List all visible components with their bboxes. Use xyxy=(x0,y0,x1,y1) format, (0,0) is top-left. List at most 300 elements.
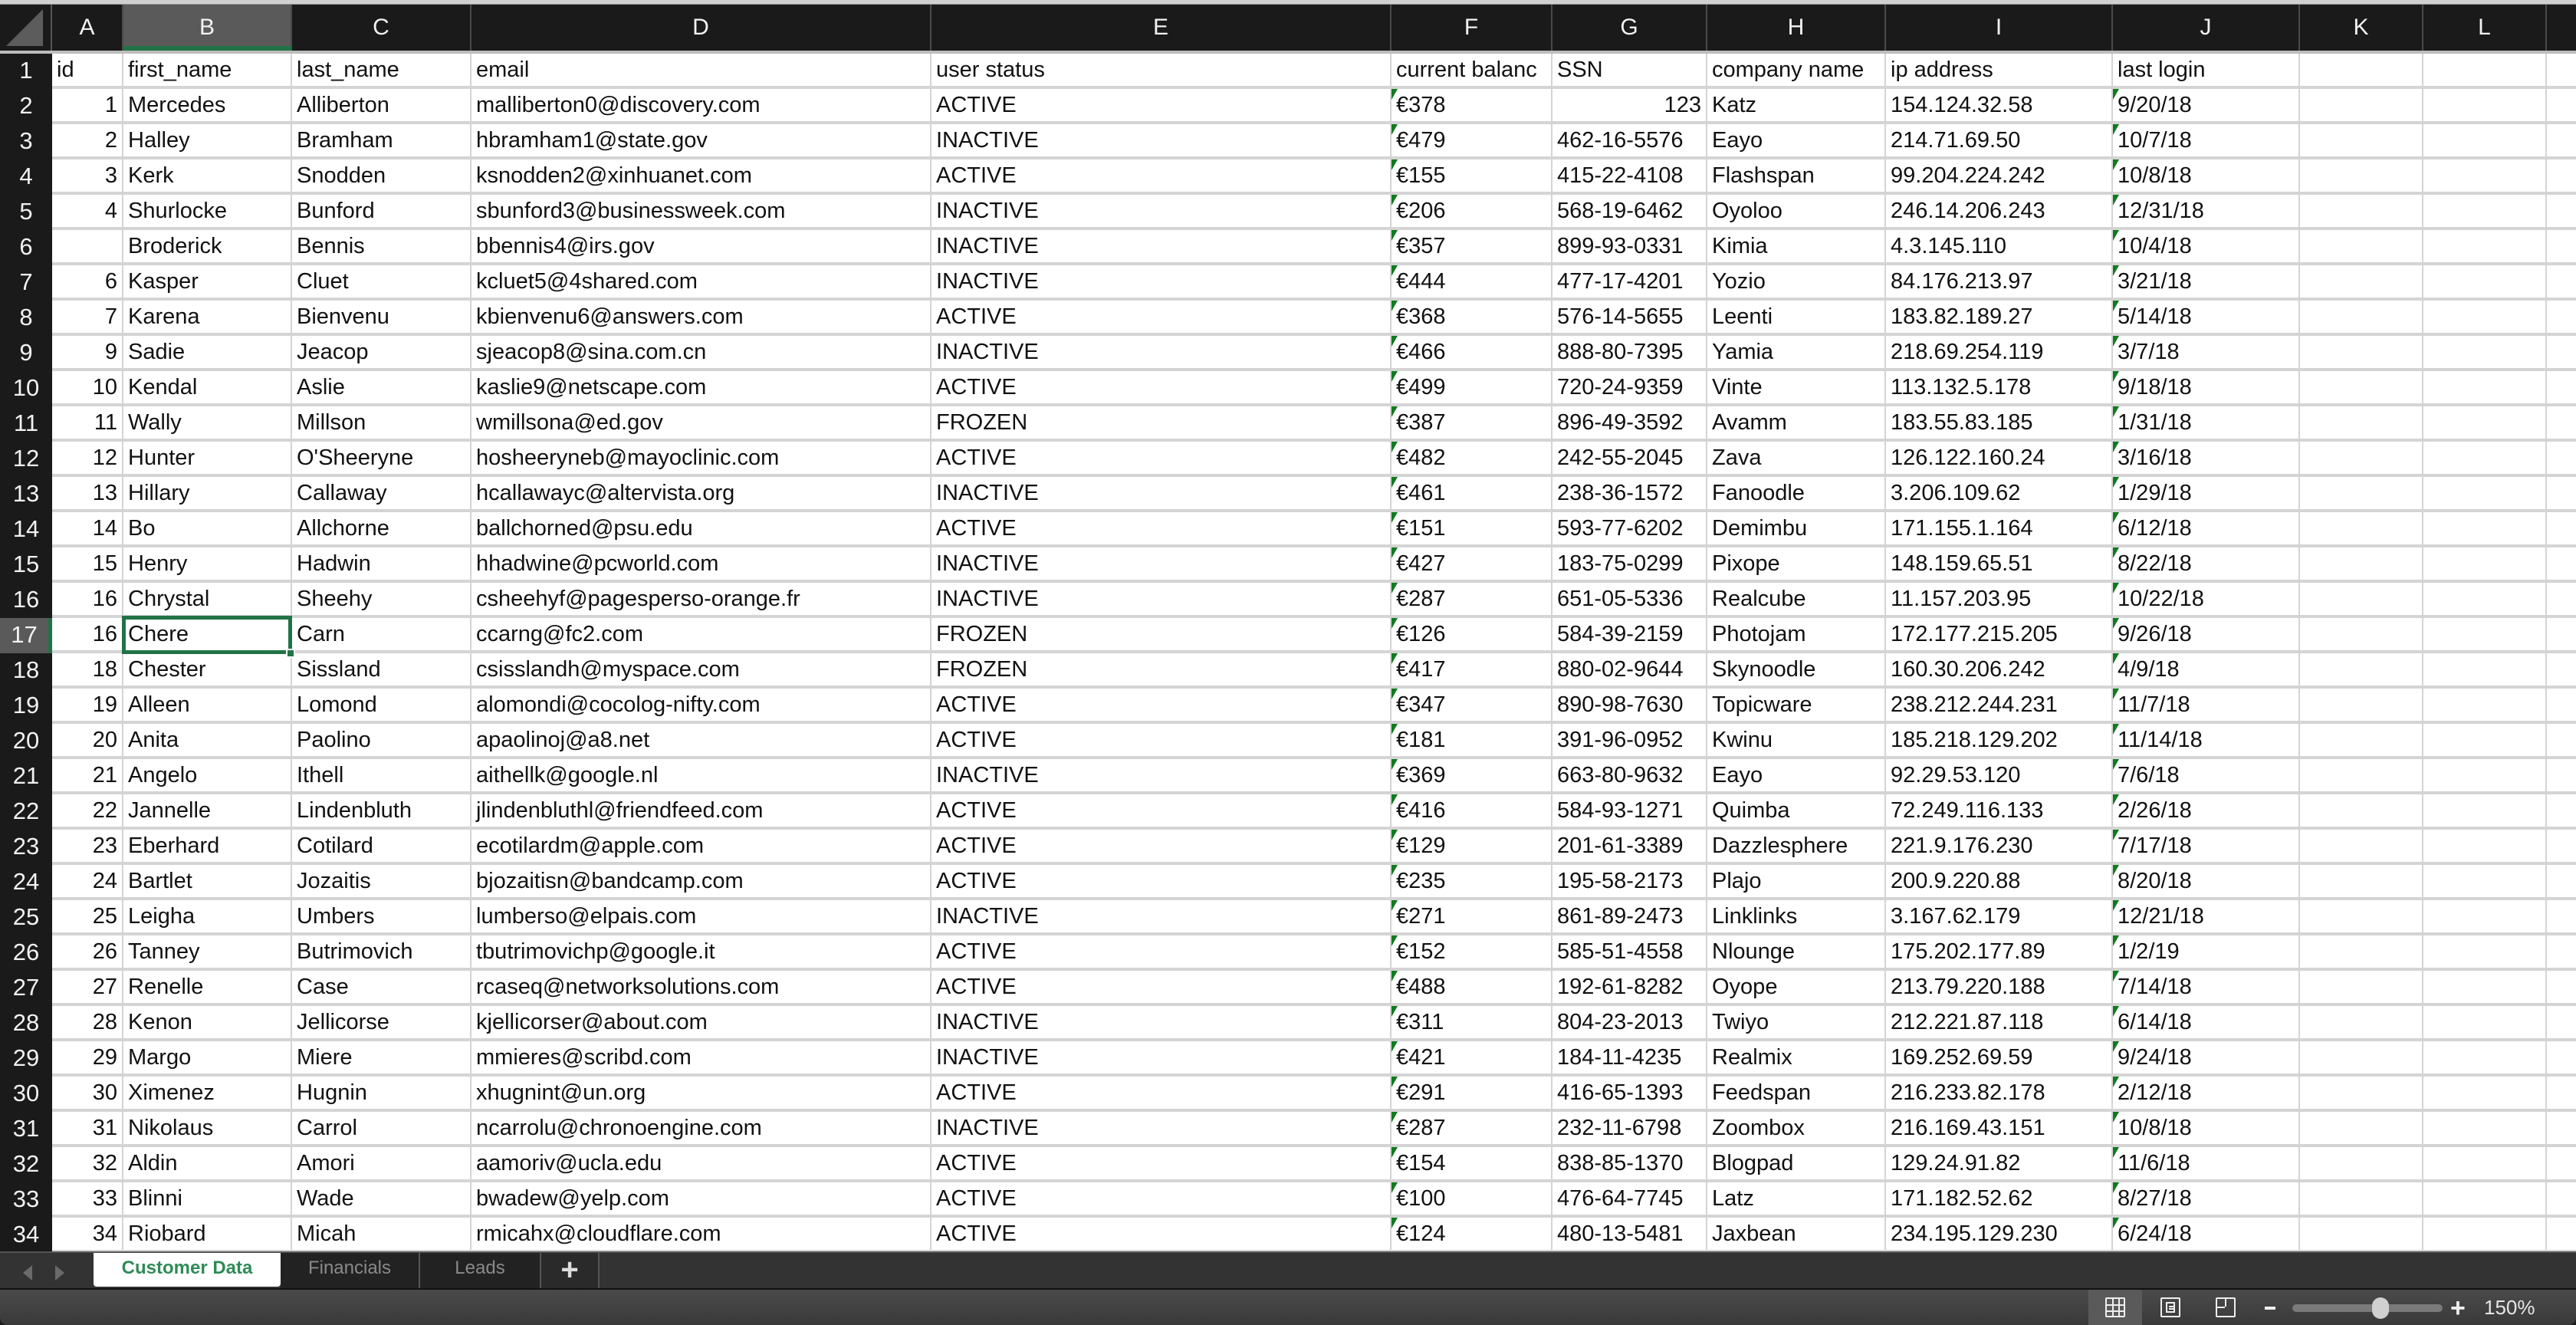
cell-h7[interactable]: Yozio xyxy=(1707,265,1886,298)
cell-g25[interactable]: 861-89-2473 xyxy=(1552,900,1707,932)
cell-g16[interactable]: 651-05-5336 xyxy=(1552,583,1707,615)
cell-b23[interactable]: Eberhard xyxy=(123,830,292,862)
cell-g26[interactable]: 585-51-4558 xyxy=(1552,935,1707,968)
cell-b30[interactable]: Ximenez xyxy=(123,1077,292,1109)
cell-j14[interactable]: 6/12/18 xyxy=(2113,512,2300,544)
row-header-12[interactable]: 12 xyxy=(0,442,52,477)
cell-c19[interactable]: Lomond xyxy=(292,689,472,721)
cell-d34[interactable]: rmicahx@cloudflare.com xyxy=(472,1218,932,1250)
cell-j25[interactable]: 12/21/18 xyxy=(2113,900,2300,932)
row-header-2[interactable]: 2 xyxy=(0,89,52,124)
cell-l15[interactable] xyxy=(2423,547,2547,580)
cell-e25[interactable]: INACTIVE xyxy=(932,900,1392,932)
cell-l7[interactable] xyxy=(2423,265,2547,298)
cell-a18[interactable]: 18 xyxy=(52,653,123,686)
cell-g5[interactable]: 568-19-6462 xyxy=(1552,195,1707,227)
cell-a15[interactable]: 15 xyxy=(52,547,123,580)
cell-k11[interactable] xyxy=(2300,406,2423,439)
cell-k20[interactable] xyxy=(2300,724,2423,756)
cell-c24[interactable]: Jozaitis xyxy=(292,865,472,897)
cell-d14[interactable]: ballchorned@psu.edu xyxy=(472,512,932,544)
cell-i24[interactable]: 200.9.220.88 xyxy=(1886,865,2113,897)
cell-g32[interactable]: 838-85-1370 xyxy=(1552,1147,1707,1179)
cell-e30[interactable]: ACTIVE xyxy=(932,1077,1392,1109)
cell-a7[interactable]: 6 xyxy=(52,265,123,298)
cell-e24[interactable]: ACTIVE xyxy=(932,865,1392,897)
cell-h16[interactable]: Realcube xyxy=(1707,583,1886,615)
cell-e2[interactable]: ACTIVE xyxy=(932,89,1392,121)
cell-i19[interactable]: 238.212.244.231 xyxy=(1886,689,2113,721)
cell-a30[interactable]: 30 xyxy=(52,1077,123,1109)
row-header-10[interactable]: 10 xyxy=(0,371,52,406)
cell-f28[interactable]: €311 xyxy=(1392,1006,1552,1038)
cell-g17[interactable]: 584-39-2159 xyxy=(1552,618,1707,650)
cell-e1[interactable]: user status xyxy=(932,54,1392,86)
cell-l10[interactable] xyxy=(2423,371,2547,403)
cell-i20[interactable]: 185.218.129.202 xyxy=(1886,724,2113,756)
cell-f8[interactable]: €368 xyxy=(1392,301,1552,333)
cell-j7[interactable]: 3/21/18 xyxy=(2113,265,2300,298)
cell-g3[interactable]: 462-16-5576 xyxy=(1552,124,1707,156)
cell-i4[interactable]: 99.204.224.242 xyxy=(1886,159,2113,192)
cell-c22[interactable]: Lindenbluth xyxy=(292,794,472,827)
cell-i15[interactable]: 148.159.65.51 xyxy=(1886,547,2113,580)
cell-i23[interactable]: 221.9.176.230 xyxy=(1886,830,2113,862)
cell-a31[interactable]: 31 xyxy=(52,1112,123,1144)
cell-l28[interactable] xyxy=(2423,1006,2547,1038)
cell-h4[interactable]: Flashspan xyxy=(1707,159,1886,192)
cell-g30[interactable]: 416-65-1393 xyxy=(1552,1077,1707,1109)
cell-f29[interactable]: €421 xyxy=(1392,1041,1552,1073)
row-header-8[interactable]: 8 xyxy=(0,301,52,336)
cell-b5[interactable]: Shurlocke xyxy=(123,195,292,227)
cell-j19[interactable]: 11/7/18 xyxy=(2113,689,2300,721)
sheet-tab-customer-data[interactable]: Customer Data xyxy=(94,1253,281,1287)
cell-k18[interactable] xyxy=(2300,653,2423,686)
cell-c29[interactable]: Miere xyxy=(292,1041,472,1073)
cell-e34[interactable]: ACTIVE xyxy=(932,1218,1392,1250)
row-header-28[interactable]: 28 xyxy=(0,1006,52,1041)
row-header-13[interactable]: 13 xyxy=(0,477,52,512)
cell-h21[interactable]: Eayo xyxy=(1707,759,1886,791)
cell-i8[interactable]: 183.82.189.27 xyxy=(1886,301,2113,333)
column-header-m[interactable] xyxy=(2547,5,2576,51)
cell-a4[interactable]: 3 xyxy=(52,159,123,192)
cell-j13[interactable]: 1/29/18 xyxy=(2113,477,2300,509)
cell-l34[interactable] xyxy=(2423,1218,2547,1250)
cell-i7[interactable]: 84.176.213.97 xyxy=(1886,265,2113,298)
scroll-tabs-right-icon[interactable] xyxy=(55,1265,64,1281)
cell-h17[interactable]: Photojam xyxy=(1707,618,1886,650)
cell-k6[interactable] xyxy=(2300,230,2423,262)
cell-h15[interactable]: Pixope xyxy=(1707,547,1886,580)
cell-e15[interactable]: INACTIVE xyxy=(932,547,1392,580)
zoom-slider-thumb[interactable] xyxy=(2372,1297,2389,1319)
cell-i14[interactable]: 171.155.1.164 xyxy=(1886,512,2113,544)
cell-h1[interactable]: company name xyxy=(1707,54,1886,86)
cell-g24[interactable]: 195-58-2173 xyxy=(1552,865,1707,897)
cell-i31[interactable]: 216.169.43.151 xyxy=(1886,1112,2113,1144)
cell-f30[interactable]: €291 xyxy=(1392,1077,1552,1109)
cell-b22[interactable]: Jannelle xyxy=(123,794,292,827)
column-header-c[interactable]: C xyxy=(292,5,472,51)
cell-b25[interactable]: Leigha xyxy=(123,900,292,932)
cell-a19[interactable]: 19 xyxy=(52,689,123,721)
cell-k22[interactable] xyxy=(2300,794,2423,827)
cell-j3[interactable]: 10/7/18 xyxy=(2113,124,2300,156)
cell-a33[interactable]: 33 xyxy=(52,1182,123,1215)
cell-l14[interactable] xyxy=(2423,512,2547,544)
cell-l5[interactable] xyxy=(2423,195,2547,227)
cell-b9[interactable]: Sadie xyxy=(123,336,292,368)
cell-k13[interactable] xyxy=(2300,477,2423,509)
cell-i28[interactable]: 212.221.87.118 xyxy=(1886,1006,2113,1038)
cell-k24[interactable] xyxy=(2300,865,2423,897)
cell-k7[interactable] xyxy=(2300,265,2423,298)
cell-j21[interactable]: 7/6/18 xyxy=(2113,759,2300,791)
cell-a5[interactable]: 4 xyxy=(52,195,123,227)
cell-d4[interactable]: ksnodden2@xinhuanet.com xyxy=(472,159,932,192)
cell-j17[interactable]: 9/26/18 xyxy=(2113,618,2300,650)
cell-d13[interactable]: hcallawayc@altervista.org xyxy=(472,477,932,509)
cell-k19[interactable] xyxy=(2300,689,2423,721)
cell-e29[interactable]: INACTIVE xyxy=(932,1041,1392,1073)
row-header-5[interactable]: 5 xyxy=(0,195,52,230)
column-header-k[interactable]: K xyxy=(2300,5,2423,51)
cell-b4[interactable]: Kerk xyxy=(123,159,292,192)
cell-d12[interactable]: hosheeryneb@mayoclinic.com xyxy=(472,442,932,474)
cell-h8[interactable]: Leenti xyxy=(1707,301,1886,333)
cell-b16[interactable]: Chrystal xyxy=(123,583,292,615)
cell-d11[interactable]: wmillsona@ed.gov xyxy=(472,406,932,439)
cell-f20[interactable]: €181 xyxy=(1392,724,1552,756)
cell-g34[interactable]: 480-13-5481 xyxy=(1552,1218,1707,1250)
cell-f21[interactable]: €369 xyxy=(1392,759,1552,791)
cell-k34[interactable] xyxy=(2300,1218,2423,1250)
cell-k23[interactable] xyxy=(2300,830,2423,862)
cell-k28[interactable] xyxy=(2300,1006,2423,1038)
cell-h32[interactable]: Blogpad xyxy=(1707,1147,1886,1179)
column-header-b[interactable]: B xyxy=(123,5,292,51)
cell-j9[interactable]: 3/7/18 xyxy=(2113,336,2300,368)
row-header-14[interactable]: 14 xyxy=(0,512,52,547)
cell-h25[interactable]: Linklinks xyxy=(1707,900,1886,932)
cell-f11[interactable]: €387 xyxy=(1392,406,1552,439)
cell-a1[interactable]: id xyxy=(52,54,123,86)
cell-h9[interactable]: Yamia xyxy=(1707,336,1886,368)
cell-h2[interactable]: Katz xyxy=(1707,89,1886,121)
row-header-33[interactable]: 33 xyxy=(0,1182,52,1218)
cell-k29[interactable] xyxy=(2300,1041,2423,1073)
cell-c6[interactable]: Bennis xyxy=(292,230,472,262)
cell-a29[interactable]: 29 xyxy=(52,1041,123,1073)
cell-e33[interactable]: ACTIVE xyxy=(932,1182,1392,1215)
cell-f14[interactable]: €151 xyxy=(1392,512,1552,544)
row-header-7[interactable]: 7 xyxy=(0,265,52,301)
cell-b29[interactable]: Margo xyxy=(123,1041,292,1073)
cell-a2[interactable]: 1 xyxy=(52,89,123,121)
row-header-32[interactable]: 32 xyxy=(0,1147,52,1182)
cell-c14[interactable]: Allchorne xyxy=(292,512,472,544)
cell-c31[interactable]: Carrol xyxy=(292,1112,472,1144)
cell-b21[interactable]: Angelo xyxy=(123,759,292,791)
cell-k15[interactable] xyxy=(2300,547,2423,580)
cell-i13[interactable]: 3.206.109.62 xyxy=(1886,477,2113,509)
cell-e32[interactable]: ACTIVE xyxy=(932,1147,1392,1179)
cell-j11[interactable]: 1/31/18 xyxy=(2113,406,2300,439)
zoom-out-button[interactable] xyxy=(2265,1307,2275,1310)
cell-c30[interactable]: Hugnin xyxy=(292,1077,472,1109)
cell-h3[interactable]: Eayo xyxy=(1707,124,1886,156)
cell-a28[interactable]: 28 xyxy=(52,1006,123,1038)
cell-d25[interactable]: lumberso@elpais.com xyxy=(472,900,932,932)
row-header-25[interactable]: 25 xyxy=(0,900,52,935)
row-header-23[interactable]: 23 xyxy=(0,830,52,865)
cell-b19[interactable]: Alleen xyxy=(123,689,292,721)
row-header-24[interactable]: 24 xyxy=(0,865,52,900)
cell-k9[interactable] xyxy=(2300,336,2423,368)
cell-b11[interactable]: Wally xyxy=(123,406,292,439)
cell-e4[interactable]: ACTIVE xyxy=(932,159,1392,192)
cell-l17[interactable] xyxy=(2423,618,2547,650)
cell-e7[interactable]: INACTIVE xyxy=(932,265,1392,298)
cell-e22[interactable]: ACTIVE xyxy=(932,794,1392,827)
cell-d3[interactable]: hbramham1@state.gov xyxy=(472,124,932,156)
cell-h30[interactable]: Feedspan xyxy=(1707,1077,1886,1109)
cell-g29[interactable]: 184-11-4235 xyxy=(1552,1041,1707,1073)
cell-a11[interactable]: 11 xyxy=(52,406,123,439)
cell-a3[interactable]: 2 xyxy=(52,124,123,156)
cell-j2[interactable]: 9/20/18 xyxy=(2113,89,2300,121)
cell-d24[interactable]: bjozaitisn@bandcamp.com xyxy=(472,865,932,897)
cell-b15[interactable]: Henry xyxy=(123,547,292,580)
cell-h12[interactable]: Zava xyxy=(1707,442,1886,474)
row-header-11[interactable]: 11 xyxy=(0,406,52,442)
cell-f34[interactable]: €124 xyxy=(1392,1218,1552,1250)
column-header-h[interactable]: H xyxy=(1707,5,1886,51)
cell-b27[interactable]: Renelle xyxy=(123,971,292,1003)
cell-c33[interactable]: Wade xyxy=(292,1182,472,1215)
cell-g20[interactable]: 391-96-0952 xyxy=(1552,724,1707,756)
cell-f17[interactable]: €126 xyxy=(1392,618,1552,650)
cell-c27[interactable]: Case xyxy=(292,971,472,1003)
cell-h5[interactable]: Oyoloo xyxy=(1707,195,1886,227)
cell-l32[interactable] xyxy=(2423,1147,2547,1179)
cell-e9[interactable]: INACTIVE xyxy=(932,336,1392,368)
cell-f1[interactable]: current balanc xyxy=(1392,54,1552,86)
cell-j8[interactable]: 5/14/18 xyxy=(2113,301,2300,333)
cell-k16[interactable] xyxy=(2300,583,2423,615)
cell-k30[interactable] xyxy=(2300,1077,2423,1109)
cell-f26[interactable]: €152 xyxy=(1392,935,1552,968)
cell-b10[interactable]: Kendal xyxy=(123,371,292,403)
cell-l27[interactable] xyxy=(2423,971,2547,1003)
cell-h26[interactable]: Nlounge xyxy=(1707,935,1886,968)
cell-f24[interactable]: €235 xyxy=(1392,865,1552,897)
cell-k17[interactable] xyxy=(2300,618,2423,650)
cell-c7[interactable]: Cluet xyxy=(292,265,472,298)
cell-j10[interactable]: 9/18/18 xyxy=(2113,371,2300,403)
cell-j4[interactable]: 10/8/18 xyxy=(2113,159,2300,192)
cell-a16[interactable]: 16 xyxy=(52,583,123,615)
cell-e27[interactable]: ACTIVE xyxy=(932,971,1392,1003)
cell-b6[interactable]: Broderick xyxy=(123,230,292,262)
cell-b31[interactable]: Nikolaus xyxy=(123,1112,292,1144)
sheet-tab-leads[interactable]: Leads xyxy=(420,1253,541,1288)
cell-e6[interactable]: INACTIVE xyxy=(932,230,1392,262)
cell-d29[interactable]: mmieres@scribd.com xyxy=(472,1041,932,1073)
cell-h27[interactable]: Oyope xyxy=(1707,971,1886,1003)
cell-i32[interactable]: 129.24.91.82 xyxy=(1886,1147,2113,1179)
cell-g14[interactable]: 593-77-6202 xyxy=(1552,512,1707,544)
cell-b14[interactable]: Bo xyxy=(123,512,292,544)
cell-a20[interactable]: 20 xyxy=(52,724,123,756)
cell-c12[interactable]: O'Sheeryne xyxy=(292,442,472,474)
cell-k25[interactable] xyxy=(2300,900,2423,932)
cell-e26[interactable]: ACTIVE xyxy=(932,935,1392,968)
cell-b12[interactable]: Hunter xyxy=(123,442,292,474)
cell-b8[interactable]: Karena xyxy=(123,301,292,333)
cell-h11[interactable]: Avamm xyxy=(1707,406,1886,439)
row-header-31[interactable]: 31 xyxy=(0,1112,52,1147)
cell-l24[interactable] xyxy=(2423,865,2547,897)
cell-d7[interactable]: kcluet5@4shared.com xyxy=(472,265,932,298)
cell-e28[interactable]: INACTIVE xyxy=(932,1006,1392,1038)
cell-e8[interactable]: ACTIVE xyxy=(932,301,1392,333)
cell-g23[interactable]: 201-61-3389 xyxy=(1552,830,1707,862)
cell-d28[interactable]: kjellicorser@about.com xyxy=(472,1006,932,1038)
cell-d6[interactable]: bbennis4@irs.gov xyxy=(472,230,932,262)
cell-a6[interactable] xyxy=(52,230,123,262)
cell-h23[interactable]: Dazzlesphere xyxy=(1707,830,1886,862)
cell-c10[interactable]: Aslie xyxy=(292,371,472,403)
cell-l6[interactable] xyxy=(2423,230,2547,262)
cell-e12[interactable]: ACTIVE xyxy=(932,442,1392,474)
cell-f7[interactable]: €444 xyxy=(1392,265,1552,298)
cell-j5[interactable]: 12/31/18 xyxy=(2113,195,2300,227)
cell-d27[interactable]: rcaseq@networksolutions.com xyxy=(472,971,932,1003)
spreadsheet-grid[interactable] xyxy=(0,5,2576,1251)
cell-f4[interactable]: €155 xyxy=(1392,159,1552,192)
cell-f6[interactable]: €357 xyxy=(1392,230,1552,262)
zoom-level-label[interactable]: 150% xyxy=(2484,1296,2535,1319)
cell-k2[interactable] xyxy=(2300,89,2423,121)
cell-b26[interactable]: Tanney xyxy=(123,935,292,968)
cell-f3[interactable]: €479 xyxy=(1392,124,1552,156)
cell-b7[interactable]: Kasper xyxy=(123,265,292,298)
cell-h29[interactable]: Realmix xyxy=(1707,1041,1886,1073)
cell-d32[interactable]: aamoriv@ucla.edu xyxy=(472,1147,932,1179)
cell-j34[interactable]: 6/24/18 xyxy=(2113,1218,2300,1250)
cell-f15[interactable]: €427 xyxy=(1392,547,1552,580)
cell-c32[interactable]: Amori xyxy=(292,1147,472,1179)
cell-i30[interactable]: 216.233.82.178 xyxy=(1886,1077,2113,1109)
cell-h14[interactable]: Demimbu xyxy=(1707,512,1886,544)
cell-a10[interactable]: 10 xyxy=(52,371,123,403)
cell-g9[interactable]: 888-80-7395 xyxy=(1552,336,1707,368)
cell-g11[interactable]: 896-49-3592 xyxy=(1552,406,1707,439)
cell-d2[interactable]: malliberton0@discovery.com xyxy=(472,89,932,121)
cell-i34[interactable]: 234.195.129.230 xyxy=(1886,1218,2113,1250)
cell-a27[interactable]: 27 xyxy=(52,971,123,1003)
cell-c2[interactable]: Alliberton xyxy=(292,89,472,121)
row-header-4[interactable]: 4 xyxy=(0,159,52,195)
cell-j15[interactable]: 8/22/18 xyxy=(2113,547,2300,580)
column-header-i[interactable]: I xyxy=(1886,5,2113,51)
cell-c18[interactable]: Sissland xyxy=(292,653,472,686)
cell-j16[interactable]: 10/22/18 xyxy=(2113,583,2300,615)
row-header-26[interactable]: 26 xyxy=(0,935,52,971)
cell-h20[interactable]: Kwinu xyxy=(1707,724,1886,756)
cell-c9[interactable]: Jeacop xyxy=(292,336,472,368)
cell-l20[interactable] xyxy=(2423,724,2547,756)
cell-f19[interactable]: €347 xyxy=(1392,689,1552,721)
cell-i22[interactable]: 72.249.116.133 xyxy=(1886,794,2113,827)
cell-c13[interactable]: Callaway xyxy=(292,477,472,509)
cell-a17[interactable]: 16 xyxy=(52,618,123,650)
cell-h33[interactable]: Latz xyxy=(1707,1182,1886,1215)
cell-j24[interactable]: 8/20/18 xyxy=(2113,865,2300,897)
cell-g8[interactable]: 576-14-5655 xyxy=(1552,301,1707,333)
cell-g12[interactable]: 242-55-2045 xyxy=(1552,442,1707,474)
cell-j29[interactable]: 9/24/18 xyxy=(2113,1041,2300,1073)
fill-handle[interactable] xyxy=(286,649,295,658)
cell-i3[interactable]: 214.71.69.50 xyxy=(1886,124,2113,156)
column-header-g[interactable]: G xyxy=(1552,5,1707,51)
cell-k8[interactable] xyxy=(2300,301,2423,333)
cell-a32[interactable]: 32 xyxy=(52,1147,123,1179)
cell-b33[interactable]: Blinni xyxy=(123,1182,292,1215)
cell-d31[interactable]: ncarrolu@chronoengine.com xyxy=(472,1112,932,1144)
cell-d16[interactable]: csheehyf@pagesperso-orange.fr xyxy=(472,583,932,615)
cell-k33[interactable] xyxy=(2300,1182,2423,1215)
cell-f33[interactable]: €100 xyxy=(1392,1182,1552,1215)
row-header-6[interactable]: 6 xyxy=(0,230,52,265)
cell-f5[interactable]: €206 xyxy=(1392,195,1552,227)
add-sheet-button[interactable]: + xyxy=(541,1253,600,1288)
cell-f31[interactable]: €287 xyxy=(1392,1112,1552,1144)
cell-b34[interactable]: Riobard xyxy=(123,1218,292,1250)
cell-k3[interactable] xyxy=(2300,124,2423,156)
cell-k21[interactable] xyxy=(2300,759,2423,791)
cell-l3[interactable] xyxy=(2423,124,2547,156)
column-header-d[interactable]: D xyxy=(472,5,932,51)
cell-h10[interactable]: Vinte xyxy=(1707,371,1886,403)
cell-i29[interactable]: 169.252.69.59 xyxy=(1886,1041,2113,1073)
cell-c28[interactable]: Jellicorse xyxy=(292,1006,472,1038)
cell-j30[interactable]: 2/12/18 xyxy=(2113,1077,2300,1109)
cell-j33[interactable]: 8/27/18 xyxy=(2113,1182,2300,1215)
row-header-19[interactable]: 19 xyxy=(0,689,52,724)
cell-e18[interactable]: FROZEN xyxy=(932,653,1392,686)
cell-i9[interactable]: 218.69.254.119 xyxy=(1886,336,2113,368)
cell-e13[interactable]: INACTIVE xyxy=(932,477,1392,509)
cell-f32[interactable]: €154 xyxy=(1392,1147,1552,1179)
cell-j27[interactable]: 7/14/18 xyxy=(2113,971,2300,1003)
cell-i21[interactable]: 92.29.53.120 xyxy=(1886,759,2113,791)
cell-g6[interactable]: 899-93-0331 xyxy=(1552,230,1707,262)
cell-d8[interactable]: kbienvenu6@answers.com xyxy=(472,301,932,333)
cell-c3[interactable]: Bramham xyxy=(292,124,472,156)
cell-k5[interactable] xyxy=(2300,195,2423,227)
cell-j20[interactable]: 11/14/18 xyxy=(2113,724,2300,756)
cell-f27[interactable]: €488 xyxy=(1392,971,1552,1003)
cell-l18[interactable] xyxy=(2423,653,2547,686)
cell-d9[interactable]: sjeacop8@sina.com.cn xyxy=(472,336,932,368)
cell-h13[interactable]: Fanoodle xyxy=(1707,477,1886,509)
cell-l16[interactable] xyxy=(2423,583,2547,615)
cell-a25[interactable]: 25 xyxy=(52,900,123,932)
